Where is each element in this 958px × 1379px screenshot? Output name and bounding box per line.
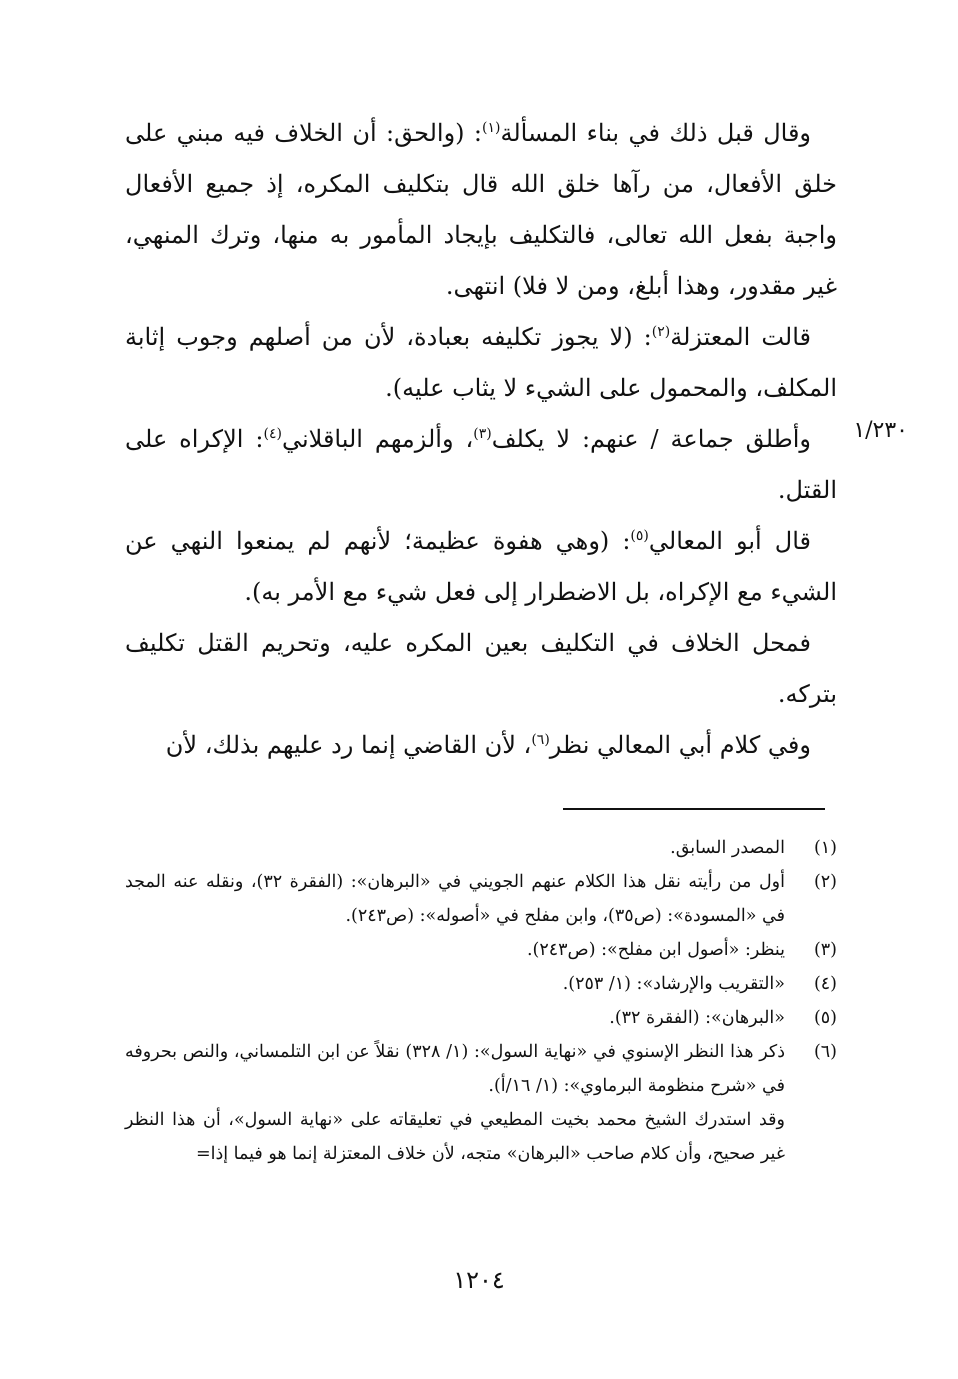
footnote-4: [125, 967, 837, 1001]
footnote-number: (١): [813, 838, 837, 858]
footnote-text: ينظر: «أصول ابن مفلح»: (ص٢٤٣).: [526, 940, 785, 960]
footnote-text: وقد استدرك الشيخ محمد بخيت المطيعي في تعليقاته على «نهاية السول»، أن هذا النظر غير صحيح، وأن كلام صاحب «البرهان» متجه، لأن خلاف المعتزلة إنما هو فيما إذا=: [125, 1110, 785, 1164]
text-run: وفي كلام أبي المعالي نظر: [549, 731, 811, 759]
text-run: وأطلق جماعة / عنهم: لا يكلف: [491, 425, 811, 453]
text-run: ، لأن القاضي إنما رد عليهم بذلك، لأن: [165, 731, 532, 759]
text-run: : (لا يجوز تكليفه بعبادة، لأن من أصلهم وجوب إثابة المكلف، والمحمول على الشيء لا يثاب عليه).: [125, 323, 837, 402]
manuscript-folio-ref: ١/٢٣٠: [853, 418, 908, 443]
text-run: قال أبو المعالي: [648, 527, 811, 555]
footnote-6-continuation: [125, 1103, 837, 1171]
paragraph-5: [125, 618, 837, 720]
footnote-3: [125, 933, 837, 967]
footnote-2: [125, 865, 837, 933]
footnote-ref-4: (٤): [263, 426, 282, 442]
paragraph-2: [125, 312, 837, 414]
footnote-number: (٢): [813, 872, 837, 892]
footnote-ref-2: (٢): [651, 324, 671, 340]
text-run: فمحل الخلاف في التكليف بعين المكره عليه، وتحريم القتل تكليف بتركه.: [125, 629, 837, 708]
text-run: قالت المعتزلة: [670, 323, 812, 351]
text-run: ، وألزمهم الباقلاني: [281, 425, 474, 453]
text-run: : (والحق: أن الخلاف فيه مبني على خلق الأفعال، من رآها خلق الله قال بتكليف المكره، إذ جميع الأفعال واجبة بفعل الله تعالى، فالتكليف بإيجاد المأمور به منها، وترك المنهي، غير مقدور، وهذا أبلغ، ومن لا فلا) انتهى.: [125, 119, 837, 300]
paragraph-3: [125, 414, 837, 516]
footnote-number: (٦): [813, 1042, 837, 1062]
footnote-separator: [563, 808, 825, 810]
main-text: [125, 108, 837, 771]
footnote-text: «البرهان»: (الفقرة ٣٢).: [609, 1008, 785, 1028]
footnote-5: [125, 1001, 837, 1035]
paragraph-4: [125, 516, 837, 618]
footnote-1: [125, 831, 837, 865]
footnotes: [125, 831, 837, 1171]
paragraph-6: [125, 720, 837, 771]
footnote-ref-5: (٥): [630, 528, 649, 544]
footnote-ref-6: (٦): [531, 732, 550, 748]
text-run: وقال قبل ذلك في بناء المسألة: [500, 119, 812, 147]
footnote-ref-1: (١): [482, 120, 501, 136]
text-run: : الإكراه على القتل.: [125, 425, 837, 504]
page-number: ١٢٠٤: [453, 1266, 505, 1294]
footnote-text: ذكر هذا النظر الإسنوي في «نهاية السول»: (١/ ٣٢٨) نقلاً عن ابن التلمساني، والنص بحروفه في «شرح منظومة البرماوي»: (١/ ١٦/أ).: [125, 1042, 785, 1096]
text-run: : (وهي هفوة عظيمة؛ لأنهم لم يمنعوا النهي عن الشيء مع الإكراه، بل الاضطرار إلى فعل شيء مع الأمر به).: [125, 527, 837, 606]
footnote-number: (٤): [813, 974, 837, 994]
footnote-number: (٥): [813, 1008, 837, 1028]
paragraph-1: [125, 108, 837, 312]
footnote-text: أول من رأيته نقل هذا الكلام عنهم الجويني في «البرهان»: (الفقرة ٣٢)، ونقله عنه المجد في «المسودة»: (ص٣٥)، وابن مفلح في «أصوله»: (ص٢٤٣).: [125, 872, 785, 926]
footnote-ref-3: (٣): [473, 426, 492, 442]
footnote-6: [125, 1035, 837, 1103]
footnote-text: «التقريب والإرشاد»: (١/ ٢٥٣).: [562, 974, 785, 994]
footnote-text: المصدر السابق.: [670, 838, 785, 858]
footnote-number: (٣): [813, 940, 837, 960]
